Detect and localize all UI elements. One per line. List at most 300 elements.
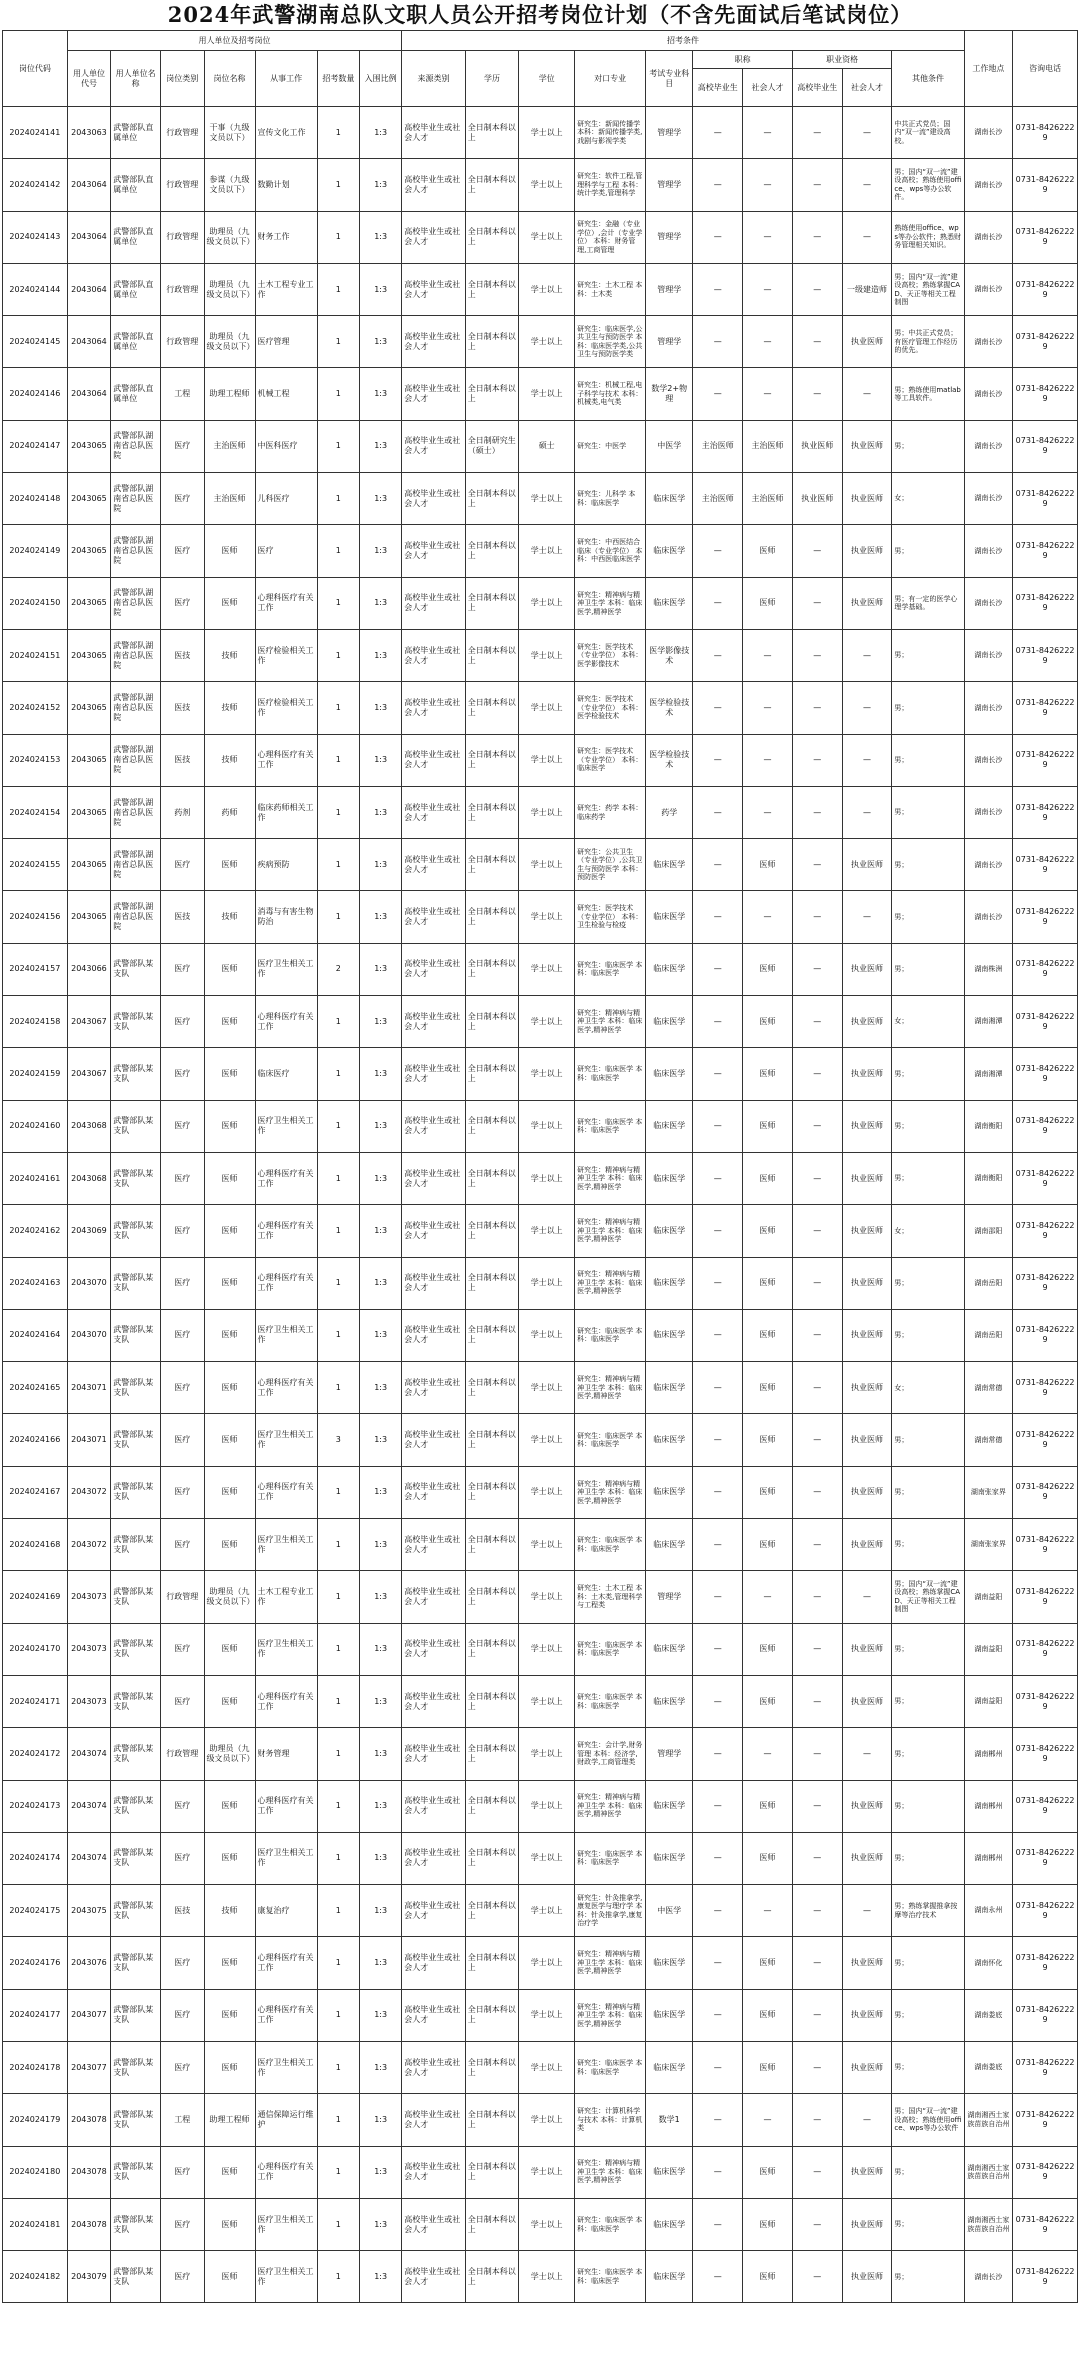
cell-work: 心理科医疗有关工作 xyxy=(255,1257,317,1309)
cell-source: 高校毕业生或社会人才 xyxy=(402,211,465,263)
cell-count: 1 xyxy=(317,2251,359,2303)
cell-ratio: 1:3 xyxy=(359,1571,401,1623)
cell-major: 研究生：临床医学 本科：临床医学 xyxy=(575,1832,646,1884)
cell-ratio: 1:3 xyxy=(359,1989,401,2041)
cell-work: 财务管理 xyxy=(255,1728,317,1780)
cell-count: 1 xyxy=(317,891,359,943)
cell-code: 2024024148 xyxy=(3,473,68,525)
cell-unit-name: 武警部队某支队 xyxy=(111,1937,161,1989)
cell-exam: 临床医学 xyxy=(646,943,693,995)
cell-code: 2024024161 xyxy=(3,1152,68,1204)
cell-ratio: 1:3 xyxy=(359,316,401,368)
cell-title-grad: — xyxy=(693,891,743,943)
cell-major: 研究生：临床医学 本科：临床医学 xyxy=(575,1048,646,1100)
cell-category: 医疗 xyxy=(160,943,204,995)
cell-other: 女； xyxy=(892,1362,964,1414)
cell-title-grad: — xyxy=(693,1414,743,1466)
cell-qual-social: — xyxy=(842,107,892,159)
cell-post-name: 助理员（九级文员以下） xyxy=(204,263,255,315)
cell-ratio: 1:3 xyxy=(359,943,401,995)
cell-post-name: 医师 xyxy=(204,1675,255,1727)
cell-edu: 全日制本科以上 xyxy=(465,1100,518,1152)
cell-title-social: — xyxy=(743,368,793,420)
cell-source: 高校毕业生或社会人才 xyxy=(402,629,465,681)
cell-count: 1 xyxy=(317,1309,359,1361)
header-title-group: 职称 xyxy=(693,51,793,69)
cell-title-grad: — xyxy=(693,1205,743,1257)
cell-work: 心理科医疗有关工作 xyxy=(255,734,317,786)
table-row xyxy=(3,1780,1078,1832)
cell-place: 湖南衡阳 xyxy=(964,1152,1013,1204)
cell-exam: 临床医学 xyxy=(646,1414,693,1466)
cell-unit-code: 2043078 xyxy=(67,2198,111,2250)
cell-post-name: 医师 xyxy=(204,577,255,629)
cell-work: 医疗 xyxy=(255,525,317,577)
cell-ratio: 1:3 xyxy=(359,473,401,525)
cell-exam: 临床医学 xyxy=(646,996,693,1048)
cell-edu: 全日制本科以上 xyxy=(465,839,518,891)
cell-work: 消毒与有害生物防治 xyxy=(255,891,317,943)
cell-work: 疾病预防 xyxy=(255,839,317,891)
cell-qual-grad: — xyxy=(792,1885,842,1937)
cell-post-name: 医师 xyxy=(204,1414,255,1466)
cell-count: 1 xyxy=(317,1257,359,1309)
cell-degree: 学士以上 xyxy=(519,107,575,159)
cell-other: 男；熟练使用matlab等工具软件。 xyxy=(892,368,964,420)
cell-count: 1 xyxy=(317,629,359,681)
cell-title-social: 医师 xyxy=(743,1675,793,1727)
cell-title-grad: — xyxy=(693,786,743,838)
cell-major: 研究生：临床医学 本科：临床医学 xyxy=(575,1675,646,1727)
cell-unit-code: 2043068 xyxy=(67,1100,111,1152)
cell-unit-code: 2043069 xyxy=(67,1205,111,1257)
cell-source: 高校毕业生或社会人才 xyxy=(402,1937,465,1989)
cell-qual-social: 执业医师 xyxy=(842,996,892,1048)
cell-unit-name: 武警部队某支队 xyxy=(111,2094,161,2146)
cell-count: 1 xyxy=(317,525,359,577)
cell-place: 湖南郴州 xyxy=(964,1780,1013,1832)
cell-title-social: 医师 xyxy=(743,1362,793,1414)
cell-category: 医疗 xyxy=(160,1832,204,1884)
cell-count: 1 xyxy=(317,368,359,420)
cell-place: 湖南湘西土家族苗族自治州 xyxy=(964,2094,1013,2146)
cell-exam: 管理学 xyxy=(646,1571,693,1623)
cell-ratio: 1:3 xyxy=(359,1937,401,1989)
cell-title-social: 医师 xyxy=(743,2198,793,2250)
cell-count: 1 xyxy=(317,1466,359,1518)
cell-count: 1 xyxy=(317,263,359,315)
cell-degree: 学士以上 xyxy=(519,316,575,368)
cell-source: 高校毕业生或社会人才 xyxy=(402,734,465,786)
cell-qual-grad: — xyxy=(792,368,842,420)
cell-degree: 学士以上 xyxy=(519,1257,575,1309)
cell-place: 湖南常德 xyxy=(964,1414,1013,1466)
cell-category: 医疗 xyxy=(160,1257,204,1309)
cell-major: 研究生：临床医学 本科：临床医学 xyxy=(575,2251,646,2303)
cell-phone: 0731-84262229 xyxy=(1013,839,1078,891)
cell-exam: 中医学 xyxy=(646,1885,693,1937)
cell-unit-code: 2043064 xyxy=(67,316,111,368)
cell-post-name: 参谋（九级文员以下） xyxy=(204,159,255,211)
table-body xyxy=(3,107,1078,2303)
cell-title-social: — xyxy=(743,1885,793,1937)
cell-place: 湖南长沙 xyxy=(964,473,1013,525)
cell-edu: 全日制本科以上 xyxy=(465,2146,518,2198)
cell-post-name: 医师 xyxy=(204,1832,255,1884)
cell-unit-code: 2043065 xyxy=(67,891,111,943)
cell-other: 男； xyxy=(892,1937,964,1989)
cell-edu: 全日制本科以上 xyxy=(465,1780,518,1832)
cell-exam: 临床医学 xyxy=(646,1675,693,1727)
cell-title-grad: — xyxy=(693,368,743,420)
cell-other: 男；熟练掌握推拿按摩等治疗技术 xyxy=(892,1885,964,1937)
cell-edu: 全日制本科以上 xyxy=(465,734,518,786)
table-row xyxy=(3,629,1078,681)
cell-exam: 临床医学 xyxy=(646,1257,693,1309)
cell-other: 男； xyxy=(892,891,964,943)
header-unit-name: 用人单位名称 xyxy=(111,51,161,107)
table-row xyxy=(3,1362,1078,1414)
cell-source: 高校毕业生或社会人才 xyxy=(402,1832,465,1884)
cell-unit-name: 武警部队某支队 xyxy=(111,1309,161,1361)
header-major: 对口专业 xyxy=(575,51,646,107)
cell-unit-name: 武警部队某支队 xyxy=(111,2198,161,2250)
cell-other: 男； xyxy=(892,1257,964,1309)
cell-unit-name: 武警部队某支队 xyxy=(111,1780,161,1832)
cell-degree: 学士以上 xyxy=(519,2094,575,2146)
cell-unit-name: 武警部队某支队 xyxy=(111,1885,161,1937)
cell-phone: 0731-84262229 xyxy=(1013,2198,1078,2250)
cell-unit-code: 2043077 xyxy=(67,1989,111,2041)
cell-count: 1 xyxy=(317,1519,359,1571)
cell-title-social: 医师 xyxy=(743,1519,793,1571)
cell-place: 湖南湘西土家族苗族自治州 xyxy=(964,2198,1013,2250)
cell-count: 1 xyxy=(317,2094,359,2146)
cell-post-name: 医师 xyxy=(204,1780,255,1832)
cell-post-name: 医师 xyxy=(204,1048,255,1100)
cell-count: 3 xyxy=(317,1414,359,1466)
cell-post-name: 医师 xyxy=(204,839,255,891)
cell-title-social: — xyxy=(743,629,793,681)
cell-qual-social: — xyxy=(842,1571,892,1623)
cell-exam: 临床医学 xyxy=(646,2041,693,2093)
cell-unit-code: 2043078 xyxy=(67,2094,111,2146)
cell-category: 医疗 xyxy=(160,1048,204,1100)
cell-title-grad: — xyxy=(693,996,743,1048)
cell-place: 湖南常德 xyxy=(964,1362,1013,1414)
cell-major: 研究生：土木工程 本科：土木类,管理科学与工程类 xyxy=(575,1571,646,1623)
cell-title-social: 医师 xyxy=(743,1989,793,2041)
cell-exam: 临床医学 xyxy=(646,1989,693,2041)
cell-ratio: 1:3 xyxy=(359,368,401,420)
recruitment-table xyxy=(2,30,1078,2303)
cell-code: 2024024164 xyxy=(3,1309,68,1361)
cell-title-grad: — xyxy=(693,839,743,891)
cell-major: 研究生：医学技术（专业学位） 本科：医学检验技术 xyxy=(575,682,646,734)
cell-place: 湖南郴州 xyxy=(964,1728,1013,1780)
cell-code: 2024024159 xyxy=(3,1048,68,1100)
cell-count: 1 xyxy=(317,1205,359,1257)
cell-qual-social: — xyxy=(842,891,892,943)
cell-code: 2024024179 xyxy=(3,2094,68,2146)
cell-phone: 0731-84262229 xyxy=(1013,525,1078,577)
cell-other: 男； xyxy=(892,1623,964,1675)
cell-unit-name: 武警部队某支队 xyxy=(111,2251,161,2303)
cell-category: 行政管理 xyxy=(160,1728,204,1780)
cell-post-name: 药师 xyxy=(204,786,255,838)
cell-qual-grad: — xyxy=(792,1519,842,1571)
cell-title-social: 医师 xyxy=(743,1414,793,1466)
cell-qual-social: 执业医师 xyxy=(842,1519,892,1571)
cell-category: 医疗 xyxy=(160,1205,204,1257)
cell-title-social: — xyxy=(743,211,793,263)
cell-work: 心理科医疗有关工作 xyxy=(255,2146,317,2198)
cell-major: 研究生：儿科学 本科：临床医学 xyxy=(575,473,646,525)
cell-other: 男； xyxy=(892,2146,964,2198)
cell-source: 高校毕业生或社会人才 xyxy=(402,263,465,315)
cell-qual-social: — xyxy=(842,629,892,681)
cell-other: 熟练使用office、wps等办公软件；熟悉财务管理相关知识。 xyxy=(892,211,964,263)
cell-code: 2024024143 xyxy=(3,211,68,263)
cell-phone: 0731-84262229 xyxy=(1013,629,1078,681)
cell-place: 湖南湘潭 xyxy=(964,1048,1013,1100)
cell-qual-social: 执业医师 xyxy=(842,1309,892,1361)
cell-edu: 全日制本科以上 xyxy=(465,1414,518,1466)
cell-title-social: 医师 xyxy=(743,943,793,995)
cell-phone: 0731-84262229 xyxy=(1013,1257,1078,1309)
cell-qual-grad: — xyxy=(792,211,842,263)
cell-edu: 全日制本科以上 xyxy=(465,159,518,211)
cell-degree: 学士以上 xyxy=(519,1623,575,1675)
cell-qual-grad: — xyxy=(792,2094,842,2146)
header-group-unit: 用人单位及招考岗位 xyxy=(67,31,402,51)
cell-phone: 0731-84262229 xyxy=(1013,2041,1078,2093)
cell-unit-code: 2043064 xyxy=(67,263,111,315)
cell-category: 医技 xyxy=(160,629,204,681)
cell-phone: 0731-84262229 xyxy=(1013,1623,1078,1675)
cell-phone: 0731-84262229 xyxy=(1013,420,1078,472)
cell-ratio: 1:3 xyxy=(359,996,401,1048)
cell-unit-name: 武警部队某支队 xyxy=(111,1519,161,1571)
cell-category: 医疗 xyxy=(160,1309,204,1361)
cell-code: 2024024163 xyxy=(3,1257,68,1309)
cell-other: 男； xyxy=(892,839,964,891)
cell-count: 1 xyxy=(317,1571,359,1623)
cell-ratio: 1:3 xyxy=(359,159,401,211)
cell-degree: 学士以上 xyxy=(519,2198,575,2250)
cell-place: 湖南长沙 xyxy=(964,734,1013,786)
cell-exam: 管理学 xyxy=(646,263,693,315)
cell-code: 2024024167 xyxy=(3,1466,68,1518)
cell-unit-name: 武警部队湖南省总队医院 xyxy=(111,734,161,786)
cell-title-social: 医师 xyxy=(743,1100,793,1152)
cell-count: 1 xyxy=(317,473,359,525)
table-row xyxy=(3,1989,1078,2041)
cell-source: 高校毕业生或社会人才 xyxy=(402,2094,465,2146)
cell-edu: 全日制本科以上 xyxy=(465,1205,518,1257)
cell-work: 心理科医疗有关工作 xyxy=(255,577,317,629)
cell-source: 高校毕业生或社会人才 xyxy=(402,786,465,838)
cell-unit-name: 武警部队湖南省总队医院 xyxy=(111,786,161,838)
table-row xyxy=(3,1309,1078,1361)
cell-source: 高校毕业生或社会人才 xyxy=(402,525,465,577)
cell-exam: 临床医学 xyxy=(646,525,693,577)
cell-ratio: 1:3 xyxy=(359,786,401,838)
cell-other: 男； xyxy=(892,1989,964,2041)
cell-ratio: 1:3 xyxy=(359,839,401,891)
cell-edu: 全日制本科以上 xyxy=(465,1675,518,1727)
header-post-name: 岗位名称 xyxy=(204,51,255,107)
cell-title-grad: — xyxy=(693,1832,743,1884)
cell-qual-grad: — xyxy=(792,839,842,891)
cell-unit-name: 武警部队某支队 xyxy=(111,1728,161,1780)
cell-count: 1 xyxy=(317,1728,359,1780)
table-row xyxy=(3,1832,1078,1884)
cell-count: 1 xyxy=(317,1048,359,1100)
cell-place: 湖南株洲 xyxy=(964,943,1013,995)
cell-degree: 学士以上 xyxy=(519,943,575,995)
cell-edu: 全日制本科以上 xyxy=(465,891,518,943)
cell-major: 研究生：药学 本科：临床药学 xyxy=(575,786,646,838)
cell-edu: 全日制本科以上 xyxy=(465,1832,518,1884)
cell-unit-code: 2043070 xyxy=(67,1257,111,1309)
header-degree: 学位 xyxy=(519,51,575,107)
cell-edu: 全日制本科以上 xyxy=(465,943,518,995)
cell-count: 1 xyxy=(317,1885,359,1937)
cell-qual-social: 执业医师 xyxy=(842,1623,892,1675)
table-row xyxy=(3,839,1078,891)
cell-post-name: 医师 xyxy=(204,1100,255,1152)
cell-other: 男； xyxy=(892,734,964,786)
cell-ratio: 1:3 xyxy=(359,1832,401,1884)
cell-phone: 0731-84262229 xyxy=(1013,368,1078,420)
cell-qual-grad: — xyxy=(792,1989,842,2041)
cell-unit-name: 武警部队某支队 xyxy=(111,1362,161,1414)
cell-place: 湖南长沙 xyxy=(964,316,1013,368)
cell-code: 2024024152 xyxy=(3,682,68,734)
cell-unit-name: 武警部队某支队 xyxy=(111,1414,161,1466)
cell-exam: 临床医学 xyxy=(646,1362,693,1414)
cell-title-social: — xyxy=(743,786,793,838)
cell-work: 心理科医疗有关工作 xyxy=(255,1989,317,2041)
cell-code: 2024024153 xyxy=(3,734,68,786)
cell-code: 2024024147 xyxy=(3,420,68,472)
cell-edu: 全日制本科以上 xyxy=(465,2041,518,2093)
cell-qual-grad: — xyxy=(792,2146,842,2198)
cell-unit-name: 武警部队某支队 xyxy=(111,1623,161,1675)
cell-title-grad: — xyxy=(693,1989,743,2041)
cell-major: 研究生：精神病与精神卫生学 本科：临床医学,精神医学 xyxy=(575,1937,646,1989)
cell-edu: 全日制本科以上 xyxy=(465,211,518,263)
cell-title-social: 医师 xyxy=(743,1205,793,1257)
cell-work: 医疗卫生相关工作 xyxy=(255,1623,317,1675)
cell-ratio: 1:3 xyxy=(359,1309,401,1361)
cell-qual-social: 执业医师 xyxy=(842,943,892,995)
cell-phone: 0731-84262229 xyxy=(1013,1989,1078,2041)
cell-other: 男； xyxy=(892,1675,964,1727)
cell-count: 1 xyxy=(317,1152,359,1204)
cell-category: 医技 xyxy=(160,891,204,943)
cell-major: 研究生：精神病与精神卫生学 本科：临床医学,精神医学 xyxy=(575,1205,646,1257)
cell-qual-social: 执业医师 xyxy=(842,2251,892,2303)
cell-category: 医疗 xyxy=(160,420,204,472)
cell-phone: 0731-84262229 xyxy=(1013,263,1078,315)
cell-exam: 临床医学 xyxy=(646,1780,693,1832)
cell-phone: 0731-84262229 xyxy=(1013,159,1078,211)
cell-unit-name: 武警部队湖南省总队医院 xyxy=(111,525,161,577)
cell-category: 医疗 xyxy=(160,1100,204,1152)
cell-exam: 管理学 xyxy=(646,107,693,159)
cell-source: 高校毕业生或社会人才 xyxy=(402,1048,465,1100)
cell-count: 1 xyxy=(317,159,359,211)
table-row xyxy=(3,1100,1078,1152)
cell-code: 2024024156 xyxy=(3,891,68,943)
cell-phone: 0731-84262229 xyxy=(1013,1205,1078,1257)
cell-qual-grad: — xyxy=(792,996,842,1048)
cell-work: 通信保障运行维护 xyxy=(255,2094,317,2146)
header-place: 工作地点 xyxy=(964,31,1013,107)
cell-exam: 临床医学 xyxy=(646,1466,693,1518)
cell-title-social: 医师 xyxy=(743,2041,793,2093)
header-qual-group: 职业资格 xyxy=(792,51,892,69)
cell-unit-code: 2043065 xyxy=(67,473,111,525)
cell-other: 女； xyxy=(892,996,964,1048)
cell-edu: 全日制本科以上 xyxy=(465,2198,518,2250)
cell-work: 临床医疗 xyxy=(255,1048,317,1100)
table-row xyxy=(3,1937,1078,1989)
cell-other: 男； xyxy=(892,2041,964,2093)
cell-post-name: 技师 xyxy=(204,734,255,786)
cell-count: 1 xyxy=(317,839,359,891)
cell-degree: 学士以上 xyxy=(519,1466,575,1518)
cell-major: 研究生：精神病与精神卫生学 本科：临床医学,精神医学 xyxy=(575,1466,646,1518)
cell-other: 男； xyxy=(892,1048,964,1100)
cell-qual-grad: — xyxy=(792,734,842,786)
cell-source: 高校毕业生或社会人才 xyxy=(402,2041,465,2093)
cell-place: 湖南长沙 xyxy=(964,263,1013,315)
cell-unit-name: 武警部队湖南省总队医院 xyxy=(111,891,161,943)
cell-qual-social: 执业医师 xyxy=(842,1780,892,1832)
cell-major: 研究生：精神病与精神卫生学 本科：临床医学,精神医学 xyxy=(575,1362,646,1414)
cell-phone: 0731-84262229 xyxy=(1013,943,1078,995)
cell-post-name: 技师 xyxy=(204,629,255,681)
table-row xyxy=(3,577,1078,629)
table-row xyxy=(3,682,1078,734)
cell-other: 男； xyxy=(892,786,964,838)
cell-qual-social: 执业医师 xyxy=(842,420,892,472)
cell-edu: 全日制本科以上 xyxy=(465,1885,518,1937)
cell-qual-grad: — xyxy=(792,159,842,211)
cell-phone: 0731-84262229 xyxy=(1013,1885,1078,1937)
cell-unit-name: 武警部队某支队 xyxy=(111,1989,161,2041)
cell-count: 1 xyxy=(317,420,359,472)
cell-unit-code: 2043075 xyxy=(67,1885,111,1937)
cell-qual-grad: — xyxy=(792,525,842,577)
table-row xyxy=(3,2146,1078,2198)
cell-other: 男； xyxy=(892,1780,964,1832)
cell-category: 医疗 xyxy=(160,1414,204,1466)
cell-title-grad: — xyxy=(693,2041,743,2093)
cell-unit-code: 2043074 xyxy=(67,1832,111,1884)
cell-count: 1 xyxy=(317,1780,359,1832)
cell-source: 高校毕业生或社会人才 xyxy=(402,1623,465,1675)
cell-category: 医疗 xyxy=(160,473,204,525)
cell-unit-code: 2043071 xyxy=(67,1414,111,1466)
cell-unit-code: 2043078 xyxy=(67,2146,111,2198)
cell-qual-social: 一级建造师 xyxy=(842,263,892,315)
cell-phone: 0731-84262229 xyxy=(1013,473,1078,525)
cell-qual-grad: 执业医师 xyxy=(792,473,842,525)
